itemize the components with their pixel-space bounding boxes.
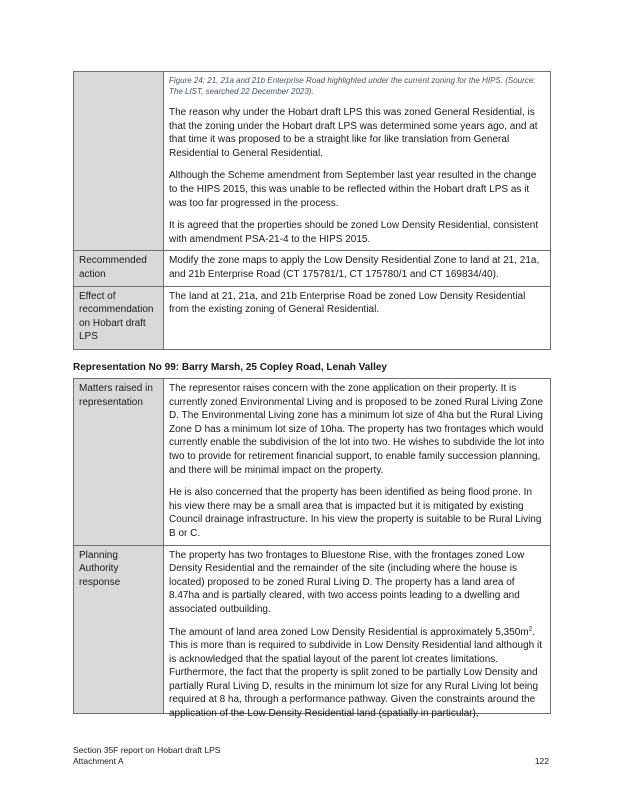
footer-line-2: Attachment A [73, 756, 124, 766]
paragraph: He is also concerned that the property has been identified as being flood prone. In his view there may be a small area that is impacted but it is mitigated by existing Council drainage infrastructure. In his view the property is suitable to be Rural Living B or C. [169, 487, 542, 539]
planning-authority-text [164, 545, 551, 720]
page-number: 122 [534, 756, 549, 766]
recommended-action-text: Modify the zone maps to apply the Low Density Residential Zone to land at 21, 21a, and 21b Enterprise Road (CT 175781/1, CT 175780/1 and CT 169834/40). [164, 251, 551, 286]
matters-raised-text [164, 379, 551, 546]
planning-response-clip [169, 549, 545, 720]
table-row [74, 379, 551, 546]
footer-line-1: Section 35F report on Hobart draft LPS [73, 745, 221, 755]
table-row [74, 545, 551, 713]
table-row [74, 251, 551, 286]
text-span: The amount of land area zoned Low Density Residential is approximately 5,350m [169, 626, 529, 638]
figure-caption: Figure 24: 21, 21a and 21b Enterprise Road highlighted under the current zoning for the HIPS. (Source: The LIST, searched 22 December 2023). [169, 76, 536, 96]
table-row [74, 72, 551, 251]
matters-raised-label: Matters raised in representation [74, 379, 164, 546]
paragraph: It is agreed that the properties should be zoned Low Density Residential, consistent with amendment PSA-21-4 to the HIPS 2015. [169, 220, 539, 245]
planning-authority-label: Planning Authority response [74, 545, 164, 713]
effect-label: Effect of recommendation on Hobart draft LPS [74, 286, 164, 349]
paragraph: Although the Scheme amendment from September last year resulted in the change to the HIPS 2015, this was unable to be reflected within the Hobart draft LPS as it was too far progressed in the process. [169, 170, 537, 209]
paragraph: The reason why under the Hobart draft LPS this was zoned General Residential, is that the zoning under the Hobart draft LPS was determined some years ago, and at that time it was proposed to be a straight like for like translation from General Residential to General Residential. [169, 107, 538, 159]
response-cell [164, 72, 551, 251]
table-row [74, 286, 551, 349]
representation-table-continued [73, 71, 551, 350]
representation-heading: Representation No 99: Barry Marsh, 25 Copley Road, Lenah Valley [73, 362, 387, 373]
superscript: 2 [528, 625, 533, 633]
text-span: . This is more than is required to subdivide in Low Density Residential land although it is acknowledged that the spatial layout of the parent lot creates limitations. Furthermore, the fact that the property is split zoned to be partially Low Density and partially Rural Living D, results in the minimum lot size for any Rural Living lot being required at 8 ha, through a performance pathway. Given the constraints around the application of the Low Density Residential land (spatially in particular), [169, 626, 542, 720]
paragraph: The property has two frontages to Bluestone Rise, with the frontages zoned Low Density Residential and the remainder of the site (including where the house is located) proposed to be zoned Rural Living D. The property has a land area of 8.47ha and is partially cleared, with two access points leading to a dwelling and associated outbuilding. [169, 549, 525, 615]
footer-text [73, 745, 220, 767]
paragraph-area [169, 626, 545, 721]
recommended-action-label: Recommended action [74, 251, 164, 286]
paragraph: The representor raises concern with the zone application on their property. It is currently zoned Environmental Living and is proposed to be zoned Rural Living Zone D. The Environmental Living zone has a minimum lot size of 4ha but the Rural Living Zone D has a minimum lot size of 10ha. The property has two frontages which would currently enable the subdivision of the lot into two. He wishes to subdivide the lot into two to provide for retirement financial support, to enable family succession planning, and there will be minimal impact on the property. [169, 383, 545, 476]
effect-text: The land at 21, 21a, and 21b Enterprise Road be zoned Low Density Residential from the existing zoning of General Residential. [164, 286, 551, 349]
label-cell-empty [74, 72, 164, 251]
representation-99-table [73, 378, 551, 720]
